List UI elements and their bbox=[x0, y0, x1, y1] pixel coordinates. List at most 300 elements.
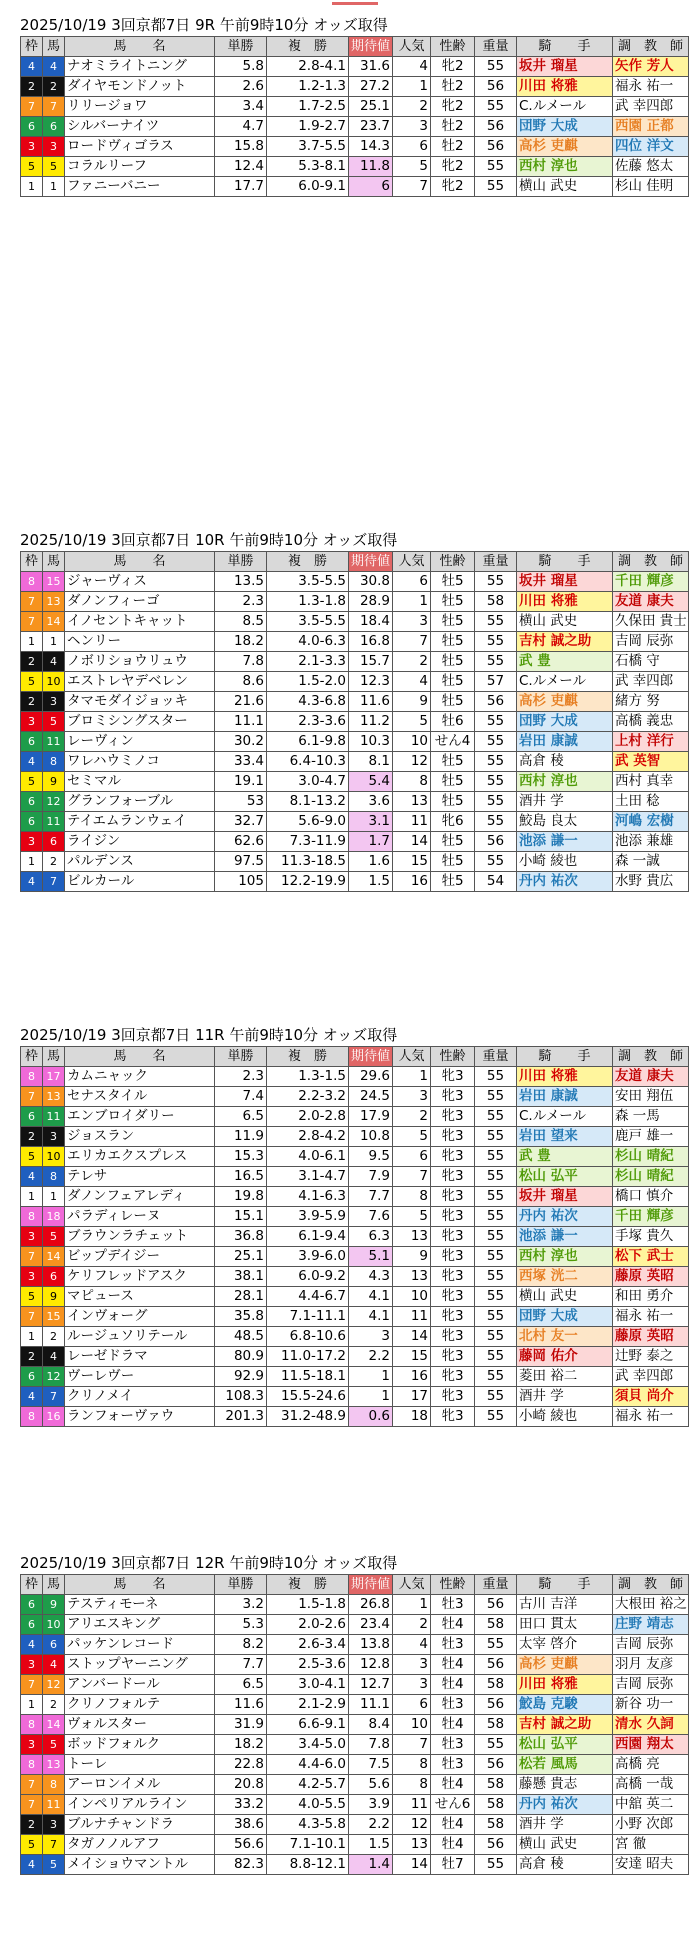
expected-value-cell: 18.4 bbox=[349, 612, 393, 632]
weight-cell: 55 bbox=[475, 1107, 517, 1127]
expected-value-cell: 9.5 bbox=[349, 1147, 393, 1167]
win-odds-cell: 30.2 bbox=[215, 732, 267, 752]
horse-name-cell: エンブロイダリー bbox=[65, 1107, 215, 1127]
jockey-cell: 古川 吉洋 bbox=[517, 1595, 613, 1615]
trainer-cell: 橋口 慎介 bbox=[613, 1187, 689, 1207]
expected-value-cell: 0.6 bbox=[349, 1407, 393, 1427]
expected-value-cell: 1.7 bbox=[349, 832, 393, 852]
win-odds-cell: 7.7 bbox=[215, 1655, 267, 1675]
popularity-cell: 10 bbox=[393, 1287, 431, 1307]
trainer-cell: 四位 洋文 bbox=[613, 137, 689, 157]
expected-value-cell: 10.8 bbox=[349, 1127, 393, 1147]
odds-table bbox=[20, 551, 689, 892]
horse-name-cell: ビップデイジー bbox=[65, 1247, 215, 1267]
trainer-cell: 手塚 貴久 bbox=[613, 1227, 689, 1247]
win-odds-cell: 21.6 bbox=[215, 692, 267, 712]
column-header: 馬 名 bbox=[65, 37, 215, 57]
sex-age-cell: 牡2 bbox=[431, 77, 475, 97]
table-row bbox=[21, 1407, 689, 1427]
waku-cell: 3 bbox=[21, 1655, 43, 1675]
table-row bbox=[21, 57, 689, 77]
trainer-cell: 矢作 芳人 bbox=[613, 57, 689, 77]
waku-cell: 5 bbox=[21, 157, 43, 177]
jockey-cell: 松若 風馬 bbox=[517, 1755, 613, 1775]
jockey-cell: 団野 大成 bbox=[517, 1307, 613, 1327]
sex-age-cell: 牡5 bbox=[431, 572, 475, 592]
sex-age-cell: 牡7 bbox=[431, 1855, 475, 1875]
weight-cell: 55 bbox=[475, 792, 517, 812]
win-odds-cell: 108.3 bbox=[215, 1387, 267, 1407]
popularity-cell: 7 bbox=[393, 632, 431, 652]
jockey-cell: 鮫島 克駿 bbox=[517, 1695, 613, 1715]
table-row bbox=[21, 1227, 689, 1247]
weight-cell: 55 bbox=[475, 97, 517, 117]
win-odds-cell: 82.3 bbox=[215, 1855, 267, 1875]
waku-cell: 6 bbox=[21, 1107, 43, 1127]
horse-number-cell: 14 bbox=[43, 1715, 65, 1735]
waku-cell: 7 bbox=[21, 592, 43, 612]
trainer-cell: 友道 康夫 bbox=[613, 1067, 689, 1087]
popularity-cell: 6 bbox=[393, 137, 431, 157]
horse-number-cell: 17 bbox=[43, 1067, 65, 1087]
column-header: 人気 bbox=[393, 37, 431, 57]
waku-cell: 3 bbox=[21, 1735, 43, 1755]
column-header: 人気 bbox=[393, 552, 431, 572]
popularity-cell: 8 bbox=[393, 1775, 431, 1795]
sex-age-cell: 牝2 bbox=[431, 157, 475, 177]
column-header: 騎 手 bbox=[517, 552, 613, 572]
place-odds-cell: 4.1-6.3 bbox=[267, 1187, 349, 1207]
popularity-cell: 13 bbox=[393, 1267, 431, 1287]
popularity-cell: 3 bbox=[393, 1655, 431, 1675]
win-odds-cell: 201.3 bbox=[215, 1407, 267, 1427]
jockey-cell: 吉村 誠之助 bbox=[517, 632, 613, 652]
weight-cell: 58 bbox=[475, 1815, 517, 1835]
place-odds-cell: 2.3-3.6 bbox=[267, 712, 349, 732]
weight-cell: 55 bbox=[475, 1287, 517, 1307]
horse-number-cell: 14 bbox=[43, 612, 65, 632]
place-odds-cell: 1.9-2.7 bbox=[267, 117, 349, 137]
popularity-cell: 17 bbox=[393, 1387, 431, 1407]
table-row bbox=[21, 1775, 689, 1795]
weight-cell: 55 bbox=[475, 1247, 517, 1267]
weight-cell: 55 bbox=[475, 1327, 517, 1347]
win-odds-cell: 15.3 bbox=[215, 1147, 267, 1167]
win-odds-cell: 32.7 bbox=[215, 812, 267, 832]
sex-age-cell: 牝3 bbox=[431, 1167, 475, 1187]
waku-cell: 7 bbox=[21, 1087, 43, 1107]
table-row bbox=[21, 137, 689, 157]
weight-cell: 57 bbox=[475, 672, 517, 692]
waku-cell: 8 bbox=[21, 572, 43, 592]
horse-number-cell: 2 bbox=[43, 852, 65, 872]
popularity-cell: 10 bbox=[393, 732, 431, 752]
place-odds-cell: 2.5-3.6 bbox=[267, 1655, 349, 1675]
popularity-cell: 2 bbox=[393, 1615, 431, 1635]
waku-cell: 2 bbox=[21, 1815, 43, 1835]
waku-cell: 6 bbox=[21, 732, 43, 752]
weight-cell: 56 bbox=[475, 1595, 517, 1615]
popularity-cell: 12 bbox=[393, 752, 431, 772]
place-odds-cell: 5.3-8.1 bbox=[267, 157, 349, 177]
jockey-cell: 西塚 洸二 bbox=[517, 1267, 613, 1287]
race-title: 2025/10/19 3回京都7日 12R 午前9時10分 オッズ取得 bbox=[20, 1554, 398, 1572]
sex-age-cell: 牡5 bbox=[431, 832, 475, 852]
place-odds-cell: 7.1-11.1 bbox=[267, 1307, 349, 1327]
jockey-cell: 北村 友一 bbox=[517, 1327, 613, 1347]
win-odds-cell: 2.6 bbox=[215, 77, 267, 97]
sex-age-cell: 牡5 bbox=[431, 792, 475, 812]
trainer-cell: 久保田 貴士 bbox=[613, 612, 689, 632]
expected-value-cell: 23.4 bbox=[349, 1615, 393, 1635]
horse-number-cell: 13 bbox=[43, 1087, 65, 1107]
win-odds-cell: 5.3 bbox=[215, 1615, 267, 1635]
horse-number-cell: 1 bbox=[43, 1187, 65, 1207]
weight-cell: 55 bbox=[475, 1387, 517, 1407]
table-row bbox=[21, 1307, 689, 1327]
expected-value-cell: 11.1 bbox=[349, 1695, 393, 1715]
horse-number-cell: 13 bbox=[43, 592, 65, 612]
horse-name-cell: ボッドフォルク bbox=[65, 1735, 215, 1755]
jockey-cell: 鮫島 良太 bbox=[517, 812, 613, 832]
jockey-cell: 横山 武史 bbox=[517, 612, 613, 632]
table-row bbox=[21, 97, 689, 117]
waku-cell: 2 bbox=[21, 77, 43, 97]
weight-cell: 55 bbox=[475, 1207, 517, 1227]
weight-cell: 56 bbox=[475, 1695, 517, 1715]
place-odds-cell: 4.0-6.1 bbox=[267, 1147, 349, 1167]
horse-name-cell: レーヴィン bbox=[65, 732, 215, 752]
place-odds-cell: 1.3-1.8 bbox=[267, 592, 349, 612]
horse-number-cell: 9 bbox=[43, 772, 65, 792]
horse-name-cell: クリノフォルテ bbox=[65, 1695, 215, 1715]
weight-cell: 55 bbox=[475, 1307, 517, 1327]
place-odds-cell: 2.0-2.8 bbox=[267, 1107, 349, 1127]
win-odds-cell: 3.4 bbox=[215, 97, 267, 117]
jockey-cell: 松山 弘平 bbox=[517, 1735, 613, 1755]
popularity-cell: 3 bbox=[393, 1087, 431, 1107]
popularity-cell: 6 bbox=[393, 1147, 431, 1167]
trainer-cell: 友道 康夫 bbox=[613, 592, 689, 612]
sex-age-cell: 牡4 bbox=[431, 1815, 475, 1835]
weight-cell: 55 bbox=[475, 712, 517, 732]
weight-cell: 55 bbox=[475, 812, 517, 832]
jockey-cell: 酒井 学 bbox=[517, 1815, 613, 1835]
trainer-cell: 福永 祐一 bbox=[613, 77, 689, 97]
horse-number-cell: 6 bbox=[43, 832, 65, 852]
jockey-cell: 川田 将雅 bbox=[517, 592, 613, 612]
expected-value-cell: 8.1 bbox=[349, 752, 393, 772]
weight-cell: 55 bbox=[475, 1067, 517, 1087]
table-row bbox=[21, 732, 689, 752]
expected-value-cell: 6 bbox=[349, 177, 393, 197]
table-row bbox=[21, 1815, 689, 1835]
trainer-cell: 杉山 晴紀 bbox=[613, 1167, 689, 1187]
weight-cell: 58 bbox=[475, 1675, 517, 1695]
table-row bbox=[21, 592, 689, 612]
win-odds-cell: 56.6 bbox=[215, 1835, 267, 1855]
jockey-cell: 藤岡 佑介 bbox=[517, 1347, 613, 1367]
column-header: 騎 手 bbox=[517, 1047, 613, 1067]
weight-cell: 56 bbox=[475, 1755, 517, 1775]
expected-value-cell: 2.2 bbox=[349, 1815, 393, 1835]
jockey-cell: 小崎 綾也 bbox=[517, 1407, 613, 1427]
waku-cell: 7 bbox=[21, 1247, 43, 1267]
trainer-cell: 西園 翔太 bbox=[613, 1735, 689, 1755]
place-odds-cell: 4.3-6.8 bbox=[267, 692, 349, 712]
place-odds-cell: 4.3-5.8 bbox=[267, 1815, 349, 1835]
sex-age-cell: 牝3 bbox=[431, 1347, 475, 1367]
place-odds-cell: 1.7-2.5 bbox=[267, 97, 349, 117]
weight-cell: 55 bbox=[475, 1187, 517, 1207]
weight-cell: 55 bbox=[475, 752, 517, 772]
popularity-cell: 7 bbox=[393, 1735, 431, 1755]
waku-cell: 1 bbox=[21, 852, 43, 872]
weight-cell: 58 bbox=[475, 1775, 517, 1795]
place-odds-cell: 2.8-4.1 bbox=[267, 57, 349, 77]
sex-age-cell: 牝2 bbox=[431, 57, 475, 77]
sex-age-cell: 牝3 bbox=[431, 1267, 475, 1287]
popularity-cell: 14 bbox=[393, 1327, 431, 1347]
table-row bbox=[21, 1167, 689, 1187]
column-header: 期待値 bbox=[349, 37, 393, 57]
weight-cell: 56 bbox=[475, 137, 517, 157]
horse-name-cell: セミマル bbox=[65, 772, 215, 792]
table-row bbox=[21, 672, 689, 692]
popularity-cell: 11 bbox=[393, 1795, 431, 1815]
trainer-cell: 武 英智 bbox=[613, 752, 689, 772]
place-odds-cell: 6.6-9.1 bbox=[267, 1715, 349, 1735]
trainer-cell: 鹿戸 雄一 bbox=[613, 1127, 689, 1147]
column-header: 馬 名 bbox=[65, 1575, 215, 1595]
horse-name-cell: セナスタイル bbox=[65, 1087, 215, 1107]
horse-name-cell: テイエムランウェイ bbox=[65, 812, 215, 832]
weight-cell: 55 bbox=[475, 732, 517, 752]
expected-value-cell: 4.1 bbox=[349, 1287, 393, 1307]
table-row bbox=[21, 572, 689, 592]
weight-cell: 55 bbox=[475, 652, 517, 672]
waku-cell: 1 bbox=[21, 1695, 43, 1715]
jockey-cell: 松山 弘平 bbox=[517, 1167, 613, 1187]
expected-value-cell: 17.9 bbox=[349, 1107, 393, 1127]
table-header-row bbox=[21, 1047, 689, 1067]
waku-cell: 5 bbox=[21, 1147, 43, 1167]
trainer-cell: 中舘 英二 bbox=[613, 1795, 689, 1815]
win-odds-cell: 11.9 bbox=[215, 1127, 267, 1147]
horse-number-cell: 8 bbox=[43, 752, 65, 772]
popularity-cell: 13 bbox=[393, 1835, 431, 1855]
table-row bbox=[21, 812, 689, 832]
horse-name-cell: タマモダイジョッキ bbox=[65, 692, 215, 712]
popularity-cell: 14 bbox=[393, 832, 431, 852]
column-header: 複 勝 bbox=[267, 552, 349, 572]
horse-number-cell: 9 bbox=[43, 1287, 65, 1307]
horse-number-cell: 5 bbox=[43, 1735, 65, 1755]
horse-name-cell: ヘンリー bbox=[65, 632, 215, 652]
popularity-cell: 9 bbox=[393, 692, 431, 712]
popularity-cell: 8 bbox=[393, 772, 431, 792]
horse-name-cell: ロードヴィゴラス bbox=[65, 137, 215, 157]
sex-age-cell: 牝3 bbox=[431, 1367, 475, 1387]
popularity-cell: 5 bbox=[393, 1207, 431, 1227]
column-header: 調 教 師 bbox=[613, 37, 689, 57]
weight-cell: 56 bbox=[475, 832, 517, 852]
place-odds-cell: 1.2-1.3 bbox=[267, 77, 349, 97]
waku-cell: 3 bbox=[21, 832, 43, 852]
sex-age-cell: 牡4 bbox=[431, 1655, 475, 1675]
place-odds-cell: 3.0-4.1 bbox=[267, 1675, 349, 1695]
trainer-cell: 杉山 晴紀 bbox=[613, 1147, 689, 1167]
horse-name-cell: ヴーレヴー bbox=[65, 1367, 215, 1387]
waku-cell: 6 bbox=[21, 117, 43, 137]
column-header: 馬 bbox=[43, 1575, 65, 1595]
race-block bbox=[20, 1024, 688, 1427]
horse-number-cell: 7 bbox=[43, 1835, 65, 1855]
horse-number-cell: 12 bbox=[43, 1367, 65, 1387]
jockey-cell: 岩田 康誠 bbox=[517, 1087, 613, 1107]
expected-value-cell: 15.7 bbox=[349, 652, 393, 672]
win-odds-cell: 11.6 bbox=[215, 1695, 267, 1715]
waku-cell: 7 bbox=[21, 1307, 43, 1327]
table-row bbox=[21, 612, 689, 632]
place-odds-cell: 31.2-48.9 bbox=[267, 1407, 349, 1427]
sex-age-cell: 牡5 bbox=[431, 672, 475, 692]
expected-value-cell: 4.3 bbox=[349, 1267, 393, 1287]
horse-name-cell: マピュース bbox=[65, 1287, 215, 1307]
horse-name-cell: インペリアルライン bbox=[65, 1795, 215, 1815]
jockey-cell: 太宰 啓介 bbox=[517, 1635, 613, 1655]
table-row bbox=[21, 1735, 689, 1755]
waku-cell: 4 bbox=[21, 1167, 43, 1187]
table-row bbox=[21, 1655, 689, 1675]
weight-cell: 55 bbox=[475, 612, 517, 632]
horse-name-cell: ストップヤーニング bbox=[65, 1655, 215, 1675]
popularity-cell: 3 bbox=[393, 117, 431, 137]
horse-name-cell: パルデンス bbox=[65, 852, 215, 872]
trainer-cell: 池添 兼雄 bbox=[613, 832, 689, 852]
popularity-cell: 10 bbox=[393, 1715, 431, 1735]
jockey-cell: 川田 将雅 bbox=[517, 1067, 613, 1087]
win-odds-cell: 22.8 bbox=[215, 1755, 267, 1775]
waku-cell: 8 bbox=[21, 1715, 43, 1735]
popularity-cell: 8 bbox=[393, 1755, 431, 1775]
trainer-cell: 西園 正都 bbox=[613, 117, 689, 137]
table-row bbox=[21, 772, 689, 792]
place-odds-cell: 8.8-12.1 bbox=[267, 1855, 349, 1875]
table-row bbox=[21, 1615, 689, 1635]
horse-number-cell: 2 bbox=[43, 1695, 65, 1715]
sex-age-cell: 牡2 bbox=[431, 117, 475, 137]
place-odds-cell: 4.0-6.3 bbox=[267, 632, 349, 652]
weight-cell: 54 bbox=[475, 872, 517, 892]
column-header: 単勝 bbox=[215, 1575, 267, 1595]
jockey-cell: 西村 淳也 bbox=[517, 772, 613, 792]
expected-value-cell: 7.9 bbox=[349, 1167, 393, 1187]
jockey-cell: 丹内 祐次 bbox=[517, 872, 613, 892]
waku-cell: 4 bbox=[21, 1635, 43, 1655]
weight-cell: 55 bbox=[475, 572, 517, 592]
horse-name-cell: リリージョワ bbox=[65, 97, 215, 117]
win-odds-cell: 25.1 bbox=[215, 1247, 267, 1267]
waku-cell: 2 bbox=[21, 1347, 43, 1367]
horse-number-cell: 13 bbox=[43, 1755, 65, 1775]
table-row bbox=[21, 1347, 689, 1367]
table-row bbox=[21, 177, 689, 197]
horse-number-cell: 5 bbox=[43, 712, 65, 732]
expected-value-cell: 2.2 bbox=[349, 1347, 393, 1367]
expected-value-cell: 16.8 bbox=[349, 632, 393, 652]
win-odds-cell: 8.5 bbox=[215, 612, 267, 632]
weight-cell: 55 bbox=[475, 1407, 517, 1427]
table-row bbox=[21, 1107, 689, 1127]
jockey-cell: 菱田 裕二 bbox=[517, 1367, 613, 1387]
table-row bbox=[21, 872, 689, 892]
weight-cell: 55 bbox=[475, 1167, 517, 1187]
column-header: 期待値 bbox=[349, 1575, 393, 1595]
popularity-cell: 11 bbox=[393, 1307, 431, 1327]
expected-value-cell: 7.6 bbox=[349, 1207, 393, 1227]
jockey-cell: 団野 大成 bbox=[517, 712, 613, 732]
weight-cell: 55 bbox=[475, 772, 517, 792]
waku-cell: 5 bbox=[21, 1835, 43, 1855]
table-row bbox=[21, 1835, 689, 1855]
popularity-cell: 11 bbox=[393, 812, 431, 832]
horse-name-cell: シルバーナイツ bbox=[65, 117, 215, 137]
horse-number-cell: 11 bbox=[43, 732, 65, 752]
column-header: 馬 bbox=[43, 37, 65, 57]
popularity-cell: 13 bbox=[393, 1227, 431, 1247]
jockey-cell: 坂井 瑠星 bbox=[517, 1187, 613, 1207]
trainer-cell: 宮 徹 bbox=[613, 1835, 689, 1855]
trainer-cell: 清水 久詞 bbox=[613, 1715, 689, 1735]
win-odds-cell: 92.9 bbox=[215, 1367, 267, 1387]
weight-cell: 56 bbox=[475, 77, 517, 97]
weight-cell: 56 bbox=[475, 117, 517, 137]
popularity-cell: 4 bbox=[393, 1635, 431, 1655]
weight-cell: 56 bbox=[475, 692, 517, 712]
table-row bbox=[21, 1267, 689, 1287]
trainer-cell: 西村 真幸 bbox=[613, 772, 689, 792]
horse-name-cell: ビルカール bbox=[65, 872, 215, 892]
waku-cell: 2 bbox=[21, 692, 43, 712]
popularity-cell: 3 bbox=[393, 612, 431, 632]
horse-number-cell: 8 bbox=[43, 1775, 65, 1795]
sex-age-cell: 牡4 bbox=[431, 1775, 475, 1795]
sex-age-cell: せん6 bbox=[431, 1795, 475, 1815]
expected-value-cell: 7.8 bbox=[349, 1735, 393, 1755]
trainer-cell: 福永 祐一 bbox=[613, 1407, 689, 1427]
sex-age-cell: 牝3 bbox=[431, 1407, 475, 1427]
jockey-cell: 丹内 祐次 bbox=[517, 1795, 613, 1815]
win-odds-cell: 2.3 bbox=[215, 592, 267, 612]
horse-name-cell: テレサ bbox=[65, 1167, 215, 1187]
expected-value-cell: 1 bbox=[349, 1387, 393, 1407]
weight-cell: 55 bbox=[475, 852, 517, 872]
place-odds-cell: 2.0-2.6 bbox=[267, 1615, 349, 1635]
sex-age-cell: 牝3 bbox=[431, 1287, 475, 1307]
place-odds-cell: 1.5-1.8 bbox=[267, 1595, 349, 1615]
sex-age-cell: 牡5 bbox=[431, 752, 475, 772]
waku-cell: 2 bbox=[21, 1127, 43, 1147]
table-row bbox=[21, 1287, 689, 1307]
win-odds-cell: 33.4 bbox=[215, 752, 267, 772]
sex-age-cell: 牡3 bbox=[431, 1755, 475, 1775]
horse-number-cell: 6 bbox=[43, 1635, 65, 1655]
table-header-row bbox=[21, 552, 689, 572]
sex-age-cell: 牝3 bbox=[431, 1187, 475, 1207]
horse-number-cell: 11 bbox=[43, 1795, 65, 1815]
table-row bbox=[21, 1127, 689, 1147]
